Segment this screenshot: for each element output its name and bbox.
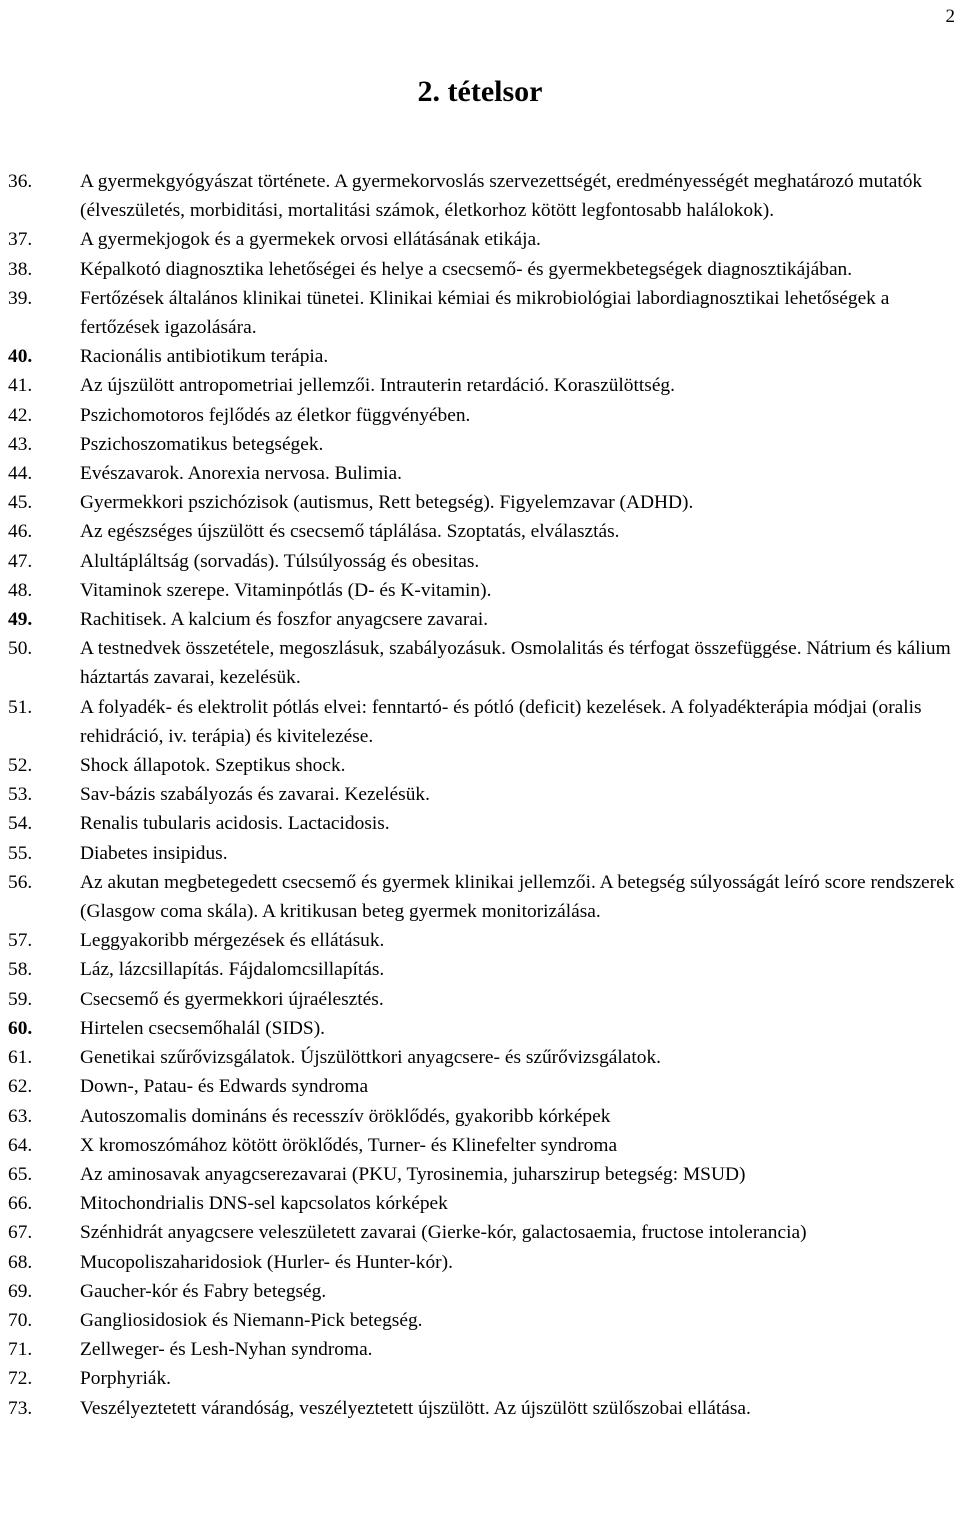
topic-text: Az egészséges újszülött és csecsemő táplálása. Szoptatás, elválasztás.: [80, 521, 620, 543]
topic-number: 38.: [8, 258, 33, 280]
topic-number: 63.: [8, 1105, 33, 1127]
topic-text: A testnedvek összetétele, megoszlásuk, szabályozásuk. Osmolalitás és térfogat összefüggése. Nátrium és kálium háztartás zavarai, kezelésük.: [80, 638, 951, 689]
topic-text: Vitaminok szerepe. Vitaminpótlás (D- és K-vitamin).: [80, 579, 492, 601]
topic-item: [8, 430, 960, 459]
topic-text: Az aminosavak anyagcserezavarai (PKU, Tyrosinemia, juharszirup betegség: MSUD): [80, 1163, 746, 1185]
topic-number: 62.: [8, 1076, 33, 1098]
topic-item: [8, 839, 960, 868]
topic-number: 41.: [8, 375, 33, 397]
topic-text: Szénhidrát anyagcsere veleszületett zavarai (Gierke-kór, galactosaemia, fructose intolerancia): [80, 1222, 807, 1244]
page-number: 2: [945, 6, 955, 27]
topic-text: Gangliosidosiok és Niemann-Pick betegség.: [80, 1309, 423, 1331]
topic-item: [8, 225, 960, 254]
topic-text: Renalis tubularis acidosis. Lactacidosis.: [80, 813, 390, 835]
topic-text: Zellweger- és Lesh-Nyhan syndroma.: [80, 1339, 373, 1361]
topic-item: [8, 751, 960, 780]
topic-item: [8, 926, 960, 955]
topic-number: 70.: [8, 1309, 33, 1331]
topic-text: Sav-bázis szabályozás és zavarai. Kezelésük.: [80, 784, 430, 806]
topic-number: 49.: [8, 609, 33, 631]
topic-number: 64.: [8, 1134, 33, 1156]
topic-text: Genetikai szűrővizsgálatok. Újszülöttkori anyagcsere- és szűrővizsgálatok.: [80, 1047, 661, 1069]
topic-number: 36.: [8, 171, 33, 192]
topic-number: 61.: [8, 1047, 33, 1069]
topic-number: 68.: [8, 1251, 33, 1273]
topic-text: Képalkotó diagnosztika lehetőségei és helye a csecsemő- és gyermekbetegségek diagnosztikájában.: [80, 258, 853, 280]
topic-number: 69.: [8, 1280, 33, 1302]
topic-item: [8, 1335, 960, 1364]
topic-item: [8, 868, 960, 926]
topic-item: [8, 693, 960, 751]
topic-number: 59.: [8, 988, 33, 1010]
topic-number: 52.: [8, 755, 33, 777]
topic-item: [8, 1218, 960, 1247]
topic-item: [8, 547, 960, 576]
topic-item: [8, 459, 960, 488]
topic-text: Pszichomotoros fejlődés az életkor függvényében.: [80, 404, 471, 426]
topic-text: Az újszülött antropometriai jellemzői. Intrauterin retardáció. Koraszülöttség.: [80, 375, 675, 397]
topic-number: 53.: [8, 784, 33, 806]
topic-item: [8, 1102, 960, 1131]
topic-text: Az akutan megbetegedett csecsemő és gyermek klinikai jellemzői. A betegség súlyosságát leíró score rendszerek (Glasgow coma skála). A kritikusan beteg gyermek monitorizálása.: [80, 871, 955, 923]
topic-text: Mucopoliszaharidosiok (Hurler- és Hunter-kór).: [80, 1251, 453, 1273]
topic-text: Diabetes insipidus.: [80, 842, 228, 864]
topic-text: X kromoszómához kötött öröklődés, Turner- és Klinefelter syndroma: [80, 1134, 618, 1156]
topic-number: 43.: [8, 433, 33, 455]
topic-item: [8, 780, 960, 809]
topic-list: [8, 167, 960, 1423]
topic-text: Shock állapotok. Szeptikus shock.: [80, 755, 346, 777]
topic-item: [8, 284, 960, 342]
topic-text: Leggyakoribb mérgezések és ellátásuk.: [80, 930, 385, 952]
topic-number: 50.: [8, 638, 33, 660]
topic-text: Gyermekkori pszichózisok (autismus, Rett betegség). Figyelemzavar (ADHD).: [80, 492, 694, 514]
topic-text: Racionális antibiotikum terápia.: [80, 346, 329, 368]
topic-number: 42.: [8, 404, 33, 426]
topic-item: [8, 1364, 960, 1393]
topic-text: Gaucher-kór és Fabry betegség.: [80, 1280, 327, 1302]
topic-number: 67.: [8, 1222, 33, 1244]
topic-text: Porphyriák.: [80, 1368, 172, 1390]
topic-text: A gyermekgyógyászat története. A gyermekorvoslás szervezettségét, eredményességét meghatározó mutatók (élveszületés, morbiditási, mortalitási számok, életkorhoz kötött legfontosabb halálokok).: [80, 171, 923, 222]
topic-text: Down-, Patau- és Edwards syndroma: [80, 1076, 369, 1098]
topic-text: Alultápláltság (sorvadás). Túlsúlyosság és obesitas.: [80, 550, 480, 572]
topic-number: 71.: [8, 1339, 33, 1361]
topic-number: 40.: [8, 346, 33, 368]
topic-number: 44.: [8, 463, 33, 485]
topic-item: [8, 167, 960, 225]
page-title: 2. tételsor: [417, 75, 543, 108]
topic-item: [8, 342, 960, 371]
topic-number: 56.: [8, 871, 33, 893]
topic-number: 47.: [8, 550, 33, 572]
topic-item: [8, 1189, 960, 1218]
topic-number: 51.: [8, 696, 33, 718]
topic-number: 46.: [8, 521, 33, 543]
topic-item: [8, 1072, 960, 1101]
topic-text: A folyadék- és elektrolit pótlás elvei: fenntartó- és pótló (deficit) kezelések. A folyadékterápia módjai (oralis rehidráció, iv. terápia) és kivitelezése.: [80, 696, 922, 747]
topic-item: [8, 401, 960, 430]
topic-number: 60.: [8, 1017, 33, 1039]
topic-number: 73.: [8, 1397, 33, 1419]
topic-text: A gyermekjogok és a gyermekek orvosi ellátásának etikája.: [80, 229, 541, 251]
topic-item: [8, 634, 960, 692]
topic-item: [8, 1277, 960, 1306]
topic-number: 72.: [8, 1368, 33, 1390]
topic-number: 45.: [8, 492, 33, 514]
topic-number: 39.: [8, 287, 33, 309]
topic-text: Csecsemő és gyermekkori újraélesztés.: [80, 988, 384, 1010]
topic-number: 37.: [8, 229, 33, 251]
topic-text: Autoszomalis domináns és recesszív öröklődés, gyakoribb kórképek: [80, 1105, 611, 1127]
topic-text: Rachitisek. A kalcium és foszfor anyagcsere zavarai.: [80, 609, 489, 631]
topic-text: Láz, lázcsillapítás. Fájdalomcsillapítás.: [80, 959, 385, 981]
topic-item: [8, 1394, 960, 1423]
topic-item: [8, 1306, 960, 1335]
topic-text: Veszélyeztetett várandóság, veszélyeztetett újszülött. Az újszülött szülőszobai ellátása.: [80, 1397, 751, 1419]
topic-number: 65.: [8, 1163, 33, 1185]
topic-item: [8, 255, 960, 284]
topic-number: 57.: [8, 930, 33, 952]
topic-item: [8, 488, 960, 517]
topic-number: 66.: [8, 1193, 33, 1215]
topic-item: [8, 1160, 960, 1189]
topic-text: Mitochondrialis DNS-sel kapcsolatos kórképek: [80, 1193, 448, 1215]
topic-item: [8, 517, 960, 546]
topic-item: [8, 605, 960, 634]
topic-item: [8, 985, 960, 1014]
topic-item: [8, 1131, 960, 1160]
topic-item: [8, 1043, 960, 1072]
topic-item: [8, 955, 960, 984]
topic-text: Pszichoszomatikus betegségek.: [80, 433, 324, 455]
topic-text: Fertőzések általános klinikai tünetei. Klinikai kémiai és mikrobiológiai labordiagnosztikai lehetőségek a fertőzések igazolására.: [80, 287, 890, 339]
topic-text: Hirtelen csecsemőhalál (SIDS).: [80, 1017, 325, 1039]
topic-number: 54.: [8, 813, 33, 835]
topic-number: 58.: [8, 959, 33, 981]
topic-text: Evészavarok. Anorexia nervosa. Bulimia.: [80, 463, 402, 485]
topic-item: [8, 1014, 960, 1043]
topic-number: 55.: [8, 842, 33, 864]
topic-number: 48.: [8, 579, 33, 601]
topic-item: [8, 809, 960, 838]
topic-item: [8, 371, 960, 400]
topic-item: [8, 576, 960, 605]
topic-item: [8, 1248, 960, 1277]
